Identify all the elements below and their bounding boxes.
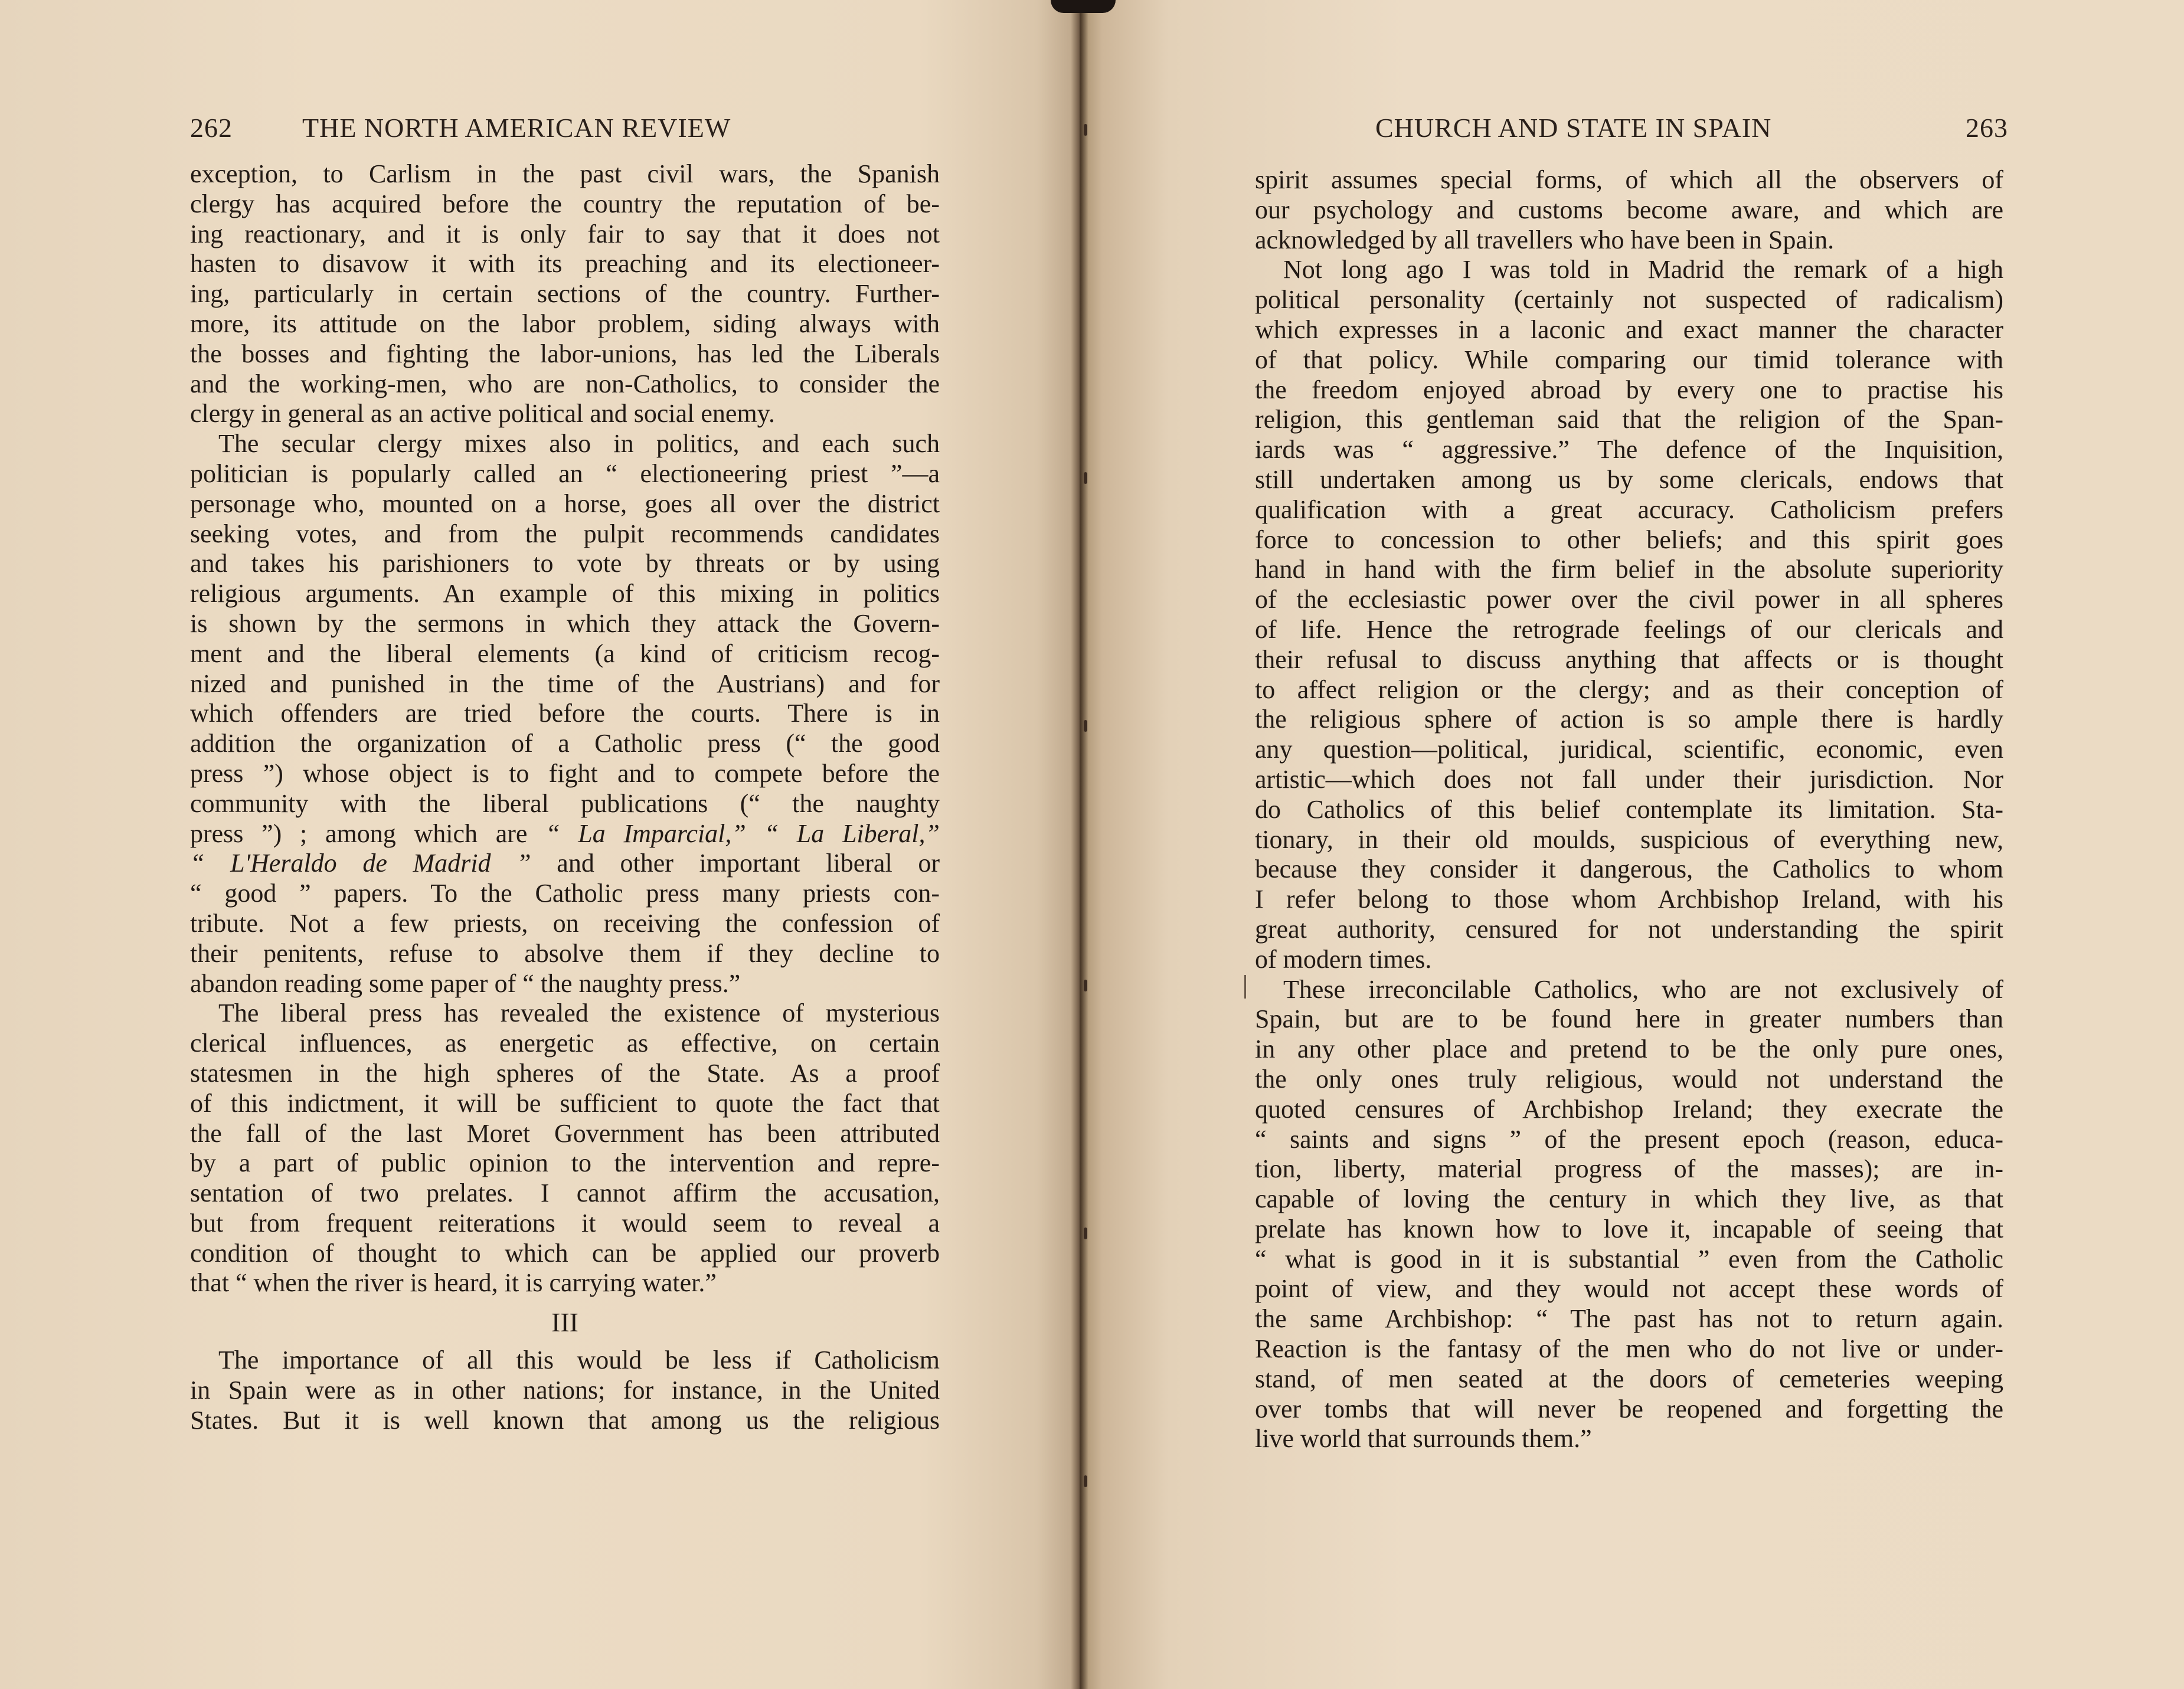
text-line: sentation of two prelates. I cannot affirm the accusation, <box>190 1179 940 1208</box>
text-line: clergy in general as an active political and social enemy. <box>190 399 775 428</box>
text-line: point of view, and they would not accept these words of <box>1255 1274 2003 1304</box>
text-line: ment and the liberal elements (a kind of criticism recog- <box>190 639 940 668</box>
text-line: The secular clergy mixes also in politics, and each such <box>218 429 940 459</box>
running-title: THE NORTH AMERICAN REVIEW <box>302 113 731 143</box>
text-line: community with the liberal publications (“ the naughty <box>190 788 940 818</box>
text-line: “ saints and signs ” of the present epoch (reason, educa- <box>1255 1124 2003 1154</box>
text-line: religion, this gentleman said that the religion of the Span- <box>1255 405 2003 434</box>
text-line: the bosses and fighting the labor-unions, has led the Liberals <box>190 339 940 368</box>
text-line: live world that surrounds them.” <box>1255 1424 1592 1454</box>
text-line: condition of thought to which can be applied our proverb <box>190 1238 940 1268</box>
text-line: artistic—which does not fall under their jurisdiction. Nor <box>1255 764 2003 794</box>
text-line: iards was “ aggressive.” The defence of the Inquisition, <box>1255 435 2003 464</box>
text-line: of the ecclesiastic power over the civil power in all spheres <box>1255 585 2003 614</box>
text-line: their refusal to discuss anything that affects or is thought <box>1255 644 2003 674</box>
text-line: any question—political, juridical, scientific, economic, even <box>1255 735 2003 764</box>
text-line: in any other place and pretend to be the only pure ones, <box>1255 1035 2003 1064</box>
text-line: politician is popularly called an “ electioneering priest ”—a <box>190 459 940 488</box>
text-line: personage who, mounted on a horse, goes all over the district <box>190 489 940 518</box>
text-line: seeking votes, and from the pulpit recommends candidates <box>190 519 940 548</box>
text-line: Not long ago I was told in Madrid the remark of a high <box>1283 255 2003 284</box>
text-line: great authority, censured for not understanding the spirit <box>1255 914 2003 944</box>
spine-top-edge <box>1051 0 1116 13</box>
text-line: I refer belong to those whom Archbishop Ireland, with his <box>1255 885 2003 914</box>
right-running-head <box>1375 112 2008 148</box>
text-line: prelate has known how to love it, incapable of seeing that <box>1255 1214 2003 1243</box>
text-line: clergy has acquired before the country the reputation of be- <box>190 189 940 218</box>
text-line: which offenders are tried before the courts. There is in <box>190 699 940 728</box>
text-line: still undertaken among us by some clericals, endows that <box>1255 464 2003 494</box>
text-line: political personality (certainly not suspected of radicalism) <box>1255 285 2003 315</box>
gutter-mark <box>1084 1475 1087 1487</box>
newspaper-titles: “ La Imparcial,” “ La Liberal,” <box>545 819 940 848</box>
text-line: the freedom enjoyed abroad by every one to practise his <box>1255 375 2003 404</box>
text-line: of that policy. While comparing our timid tolerance with <box>1255 345 2003 374</box>
text-line: of this indictment, it will be sufficient to quote the fact that <box>190 1088 940 1118</box>
text-line: qualification with a great accuracy. Catholicism prefers <box>1255 495 2003 524</box>
text-fragment: and other important liberal or <box>531 849 940 878</box>
text-line: ing, particularly in certain sections of the country. Further- <box>190 279 940 309</box>
text-line: because they consider it dangerous, the Catholics to whom <box>1255 855 2003 884</box>
text-line: by a part of public opinion to the intervention and repre- <box>190 1148 940 1178</box>
text-line: ing reactionary, and it is only fair to say that it does not <box>190 219 940 248</box>
left-body-text <box>190 159 940 1436</box>
text-line: tion, liberty, material progress of the masses); are in- <box>1255 1154 2003 1184</box>
text-line: and the working-men, who are non-Catholics, to consider the <box>190 369 940 398</box>
text-line: which expresses in a laconic and exact manner the character <box>1255 315 2003 344</box>
page-number: 262 <box>190 113 233 143</box>
text-line: their penitents, refuse to absolve them if they decline to <box>190 938 940 968</box>
text-line: of life. Hence the retrograde feelings of our clericals and <box>1255 614 2003 644</box>
section-heading: III <box>551 1307 578 1338</box>
text-line: tionary, in their old moulds, suspicious of everything new, <box>1255 824 2003 854</box>
text-line: press ”) whose object is to fight and to compete before the <box>190 758 940 788</box>
text-line: to affect religion or the clergy; and as their conception of <box>1255 675 2003 704</box>
margin-mark <box>1244 975 1246 999</box>
text-line: exception, to Carlism in the past civil wars, the Spanish <box>190 159 940 188</box>
running-title: CHURCH AND STATE IN SPAIN <box>1375 113 1772 143</box>
text-line: the same Archbishop: “ The past has not to return again. <box>1255 1304 2003 1334</box>
text-line: tribute. Not a few priests, on receiving the confession of <box>190 908 940 938</box>
text-line: spirit assumes special forms, of which all the observers of <box>1255 165 2003 194</box>
text-line: stand, of men seated at the doors of cemeteries weeping <box>1255 1364 2003 1393</box>
text-line: but from frequent reiterations it would seem to reveal a <box>190 1208 940 1238</box>
text-line: our psychology and customs become aware, and which are <box>1255 195 2003 224</box>
text-line: addition the organization of a Catholic press (“ the good <box>190 729 940 758</box>
text-line: and takes his parishioners to vote by threats or by using <box>190 549 940 578</box>
text-line: the religious sphere of action is so ample there is hardly <box>1255 705 2003 734</box>
text-line: is shown by the sermons in which they attack the Govern- <box>190 608 940 638</box>
text-line: do Catholics of this belief contemplate its limitation. Sta- <box>1255 794 2003 824</box>
text-line <box>190 819 940 849</box>
text-line: Spain, but are to be found here in greater numbers than <box>1255 1004 2003 1034</box>
text-line: clerical influences, as energetic as effective, on certain <box>190 1029 940 1058</box>
text-line: “ good ” papers. To the Catholic press many priests con- <box>190 879 940 908</box>
text-line: The importance of all this would be less if Catholicism <box>218 1346 940 1375</box>
gutter-mark <box>1084 1228 1087 1239</box>
left-running-head <box>190 112 940 148</box>
text-line: The liberal press has revealed the existence of mysterious <box>218 999 940 1028</box>
text-line: in Spain were as in other nations; for instance, in the United <box>190 1376 940 1405</box>
text-line: over tombs that will never be reopened and forgetting the <box>1255 1394 2003 1423</box>
text-line: force to concession to other beliefs; and this spirit goes <box>1255 525 2003 554</box>
text-line: nized and punished in the time of the Austrians) and for <box>190 669 940 698</box>
book-gutter <box>1071 0 1088 1689</box>
gutter-mark <box>1084 124 1087 136</box>
text-line: that “ when the river is heard, it is carrying water.” <box>190 1268 717 1298</box>
text-line: of modern times. <box>1255 944 1432 974</box>
newspaper-title: “ L'Heraldo de Madrid ” <box>190 849 531 878</box>
text-line: acknowledged by all travellers who have been in Spain. <box>1255 225 1835 254</box>
gutter-mark <box>1084 980 1087 991</box>
text-line: statesmen in the high spheres of the State. As a proof <box>190 1058 940 1088</box>
text-line: hasten to disavow it with its preaching and its electioneer- <box>190 249 940 279</box>
text-line: abandon reading some paper of “ the naughty press.” <box>190 968 741 998</box>
text-line: These irreconcilable Catholics, who are not exclusively of <box>1283 974 2003 1004</box>
gutter-mark <box>1084 720 1087 732</box>
right-body-text <box>1255 165 2003 1454</box>
gutter-mark <box>1084 472 1087 484</box>
text-line <box>190 849 940 879</box>
text-line: religious arguments. An example of this mixing in politics <box>190 579 940 608</box>
text-line: the only ones truly religious, would not understand the <box>1255 1064 2003 1094</box>
text-line: quoted censures of Archbishop Ireland; they execrate the <box>1255 1094 2003 1124</box>
text-line: States. But it is well known that among us the religious <box>190 1405 940 1435</box>
page-number: 263 <box>1966 113 2008 143</box>
text-line: capable of loving the century in which they live, as that <box>1255 1184 2003 1214</box>
text-line: hand in hand with the firm belief in the absolute superiority <box>1255 555 2003 584</box>
text-line: “ what is good in it is substantial ” even from the Catholic <box>1255 1244 2003 1274</box>
text-line: the fall of the last Moret Government has been attributed <box>190 1118 940 1148</box>
text-line: more, its attitude on the labor problem, siding always with <box>190 309 940 338</box>
text-line: Reaction is the fantasy of the men who do not live or under- <box>1255 1334 2003 1364</box>
text-fragment: press ”) ; among which are <box>190 819 546 848</box>
